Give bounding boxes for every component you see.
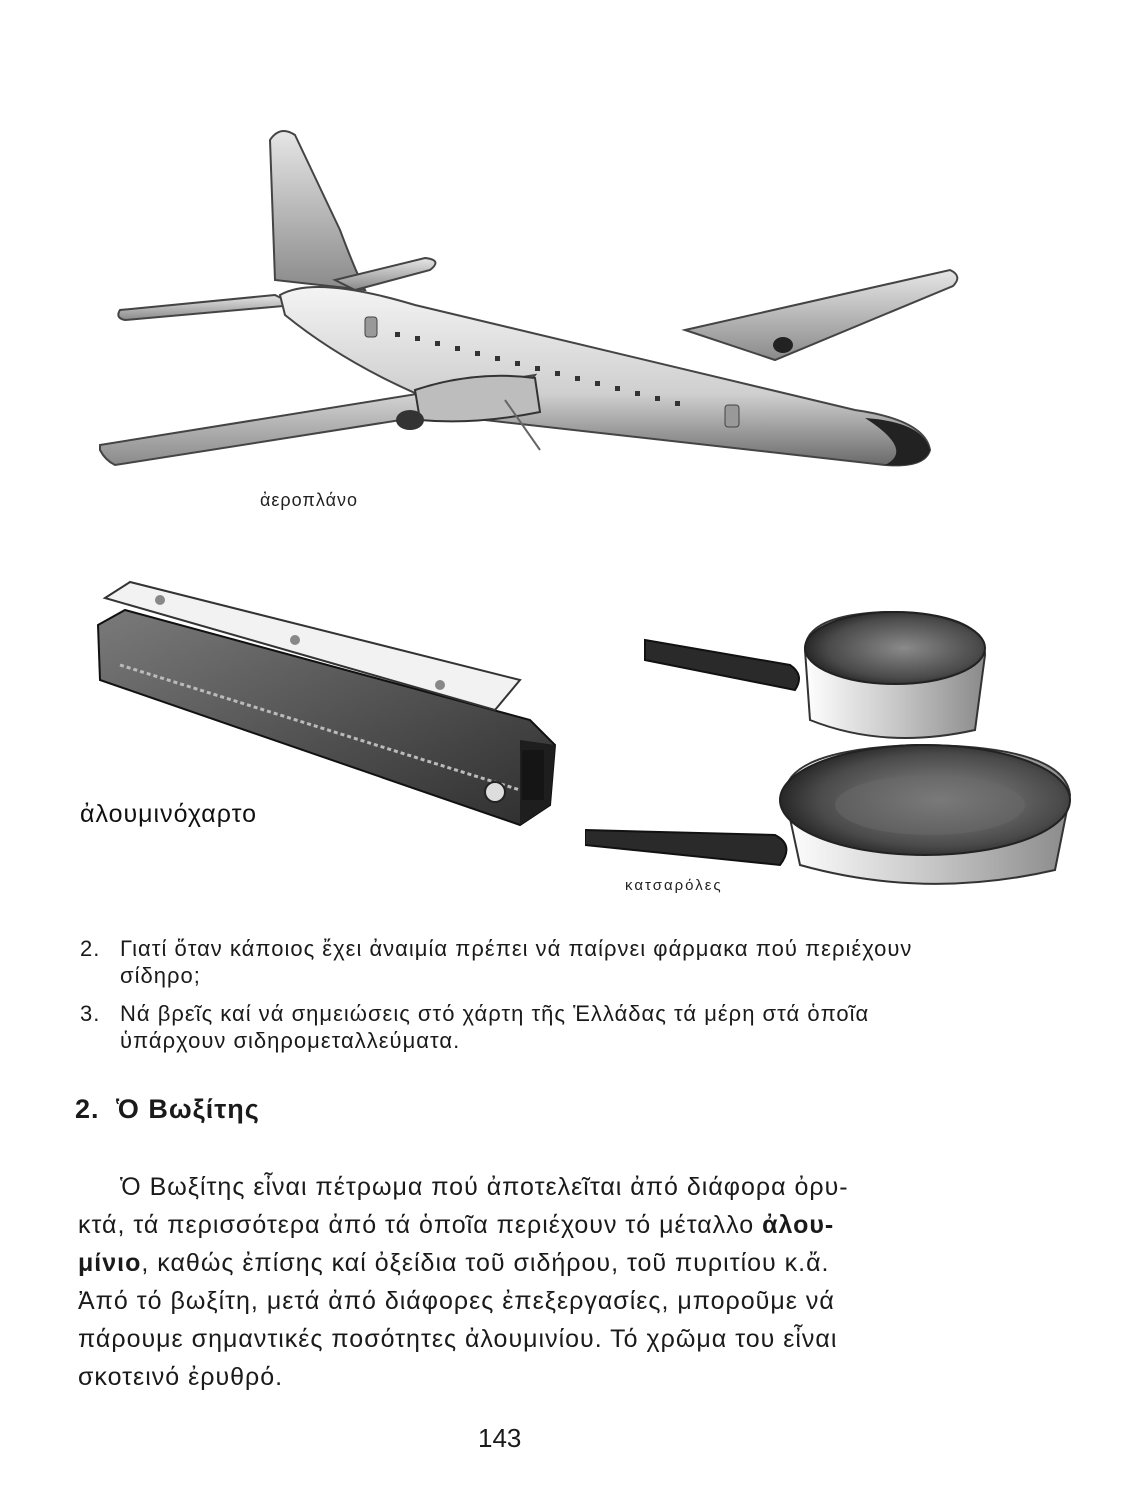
foil-caption: ἀλουμινόχαρτο — [80, 800, 258, 828]
paragraph-line — [78, 1206, 958, 1244]
question-number: 3. — [80, 1001, 101, 1026]
question-item — [80, 1000, 960, 1054]
paragraph-line — [78, 1244, 958, 1282]
paragraph-line: πάρουμε σημαντικές ποσότητες ἀλουμινίου. Τό χρῶμα του εἶναι — [78, 1325, 838, 1353]
saucepans-illustration — [585, 600, 1080, 890]
paragraph-line: Ἀπό τό βωξίτη, μετά ἀπό διάφορες ἐπεξεργασίες, μποροῦμε νά — [78, 1287, 835, 1315]
paragraph-text: κτά, τά περισσότερα ἀπό τά ὁποῖα περιέχουν τό μέταλλο — [78, 1211, 763, 1239]
page-number: 143 — [478, 1423, 522, 1453]
question-text: Γιατί ὅταν κάποιος ἔχει ἀναιμία πρέπει νά παίρνει φάρμακα πού περιέχουν σίδηρο; — [120, 936, 913, 988]
bold-term: μίνιο — [78, 1249, 142, 1277]
question-item — [80, 935, 960, 989]
paragraph-line: σκοτεινό ἐρυθρό. — [78, 1363, 284, 1391]
body-paragraph — [78, 1168, 958, 1396]
section-title: Ὁ Βωξίτης — [116, 1094, 260, 1124]
paragraph-text: , καθώς ἐπίσης καί ὀξείδια τοῦ σιδήρου, τοῦ πυριτίου κ.ἄ. — [141, 1249, 830, 1277]
bold-term: ἀλου- — [762, 1211, 835, 1239]
paragraph-line: Ὁ Βωξίτης εἶναι πέτρωμα πού ἀποτελεῖται ἀπό διάφορα ὀρυ- — [120, 1173, 849, 1201]
section-number: 2. — [75, 1094, 100, 1124]
airplane-illustration — [95, 120, 975, 500]
saucepans-caption: κατσαρόλες — [625, 877, 723, 894]
question-text: Νά βρεῖς καί νά σημειώσεις στό χάρτη τῆς Ἑλλάδας τά μέρη στά ὁποῖα ὑπάρχουν σιδηρομεταλλεύματα. — [120, 1001, 870, 1053]
section-heading — [75, 1094, 260, 1125]
aluminium-foil-illustration — [90, 570, 565, 830]
question-number: 2. — [80, 936, 101, 961]
airplane-caption: ἀεροπλάνο — [260, 490, 358, 510]
